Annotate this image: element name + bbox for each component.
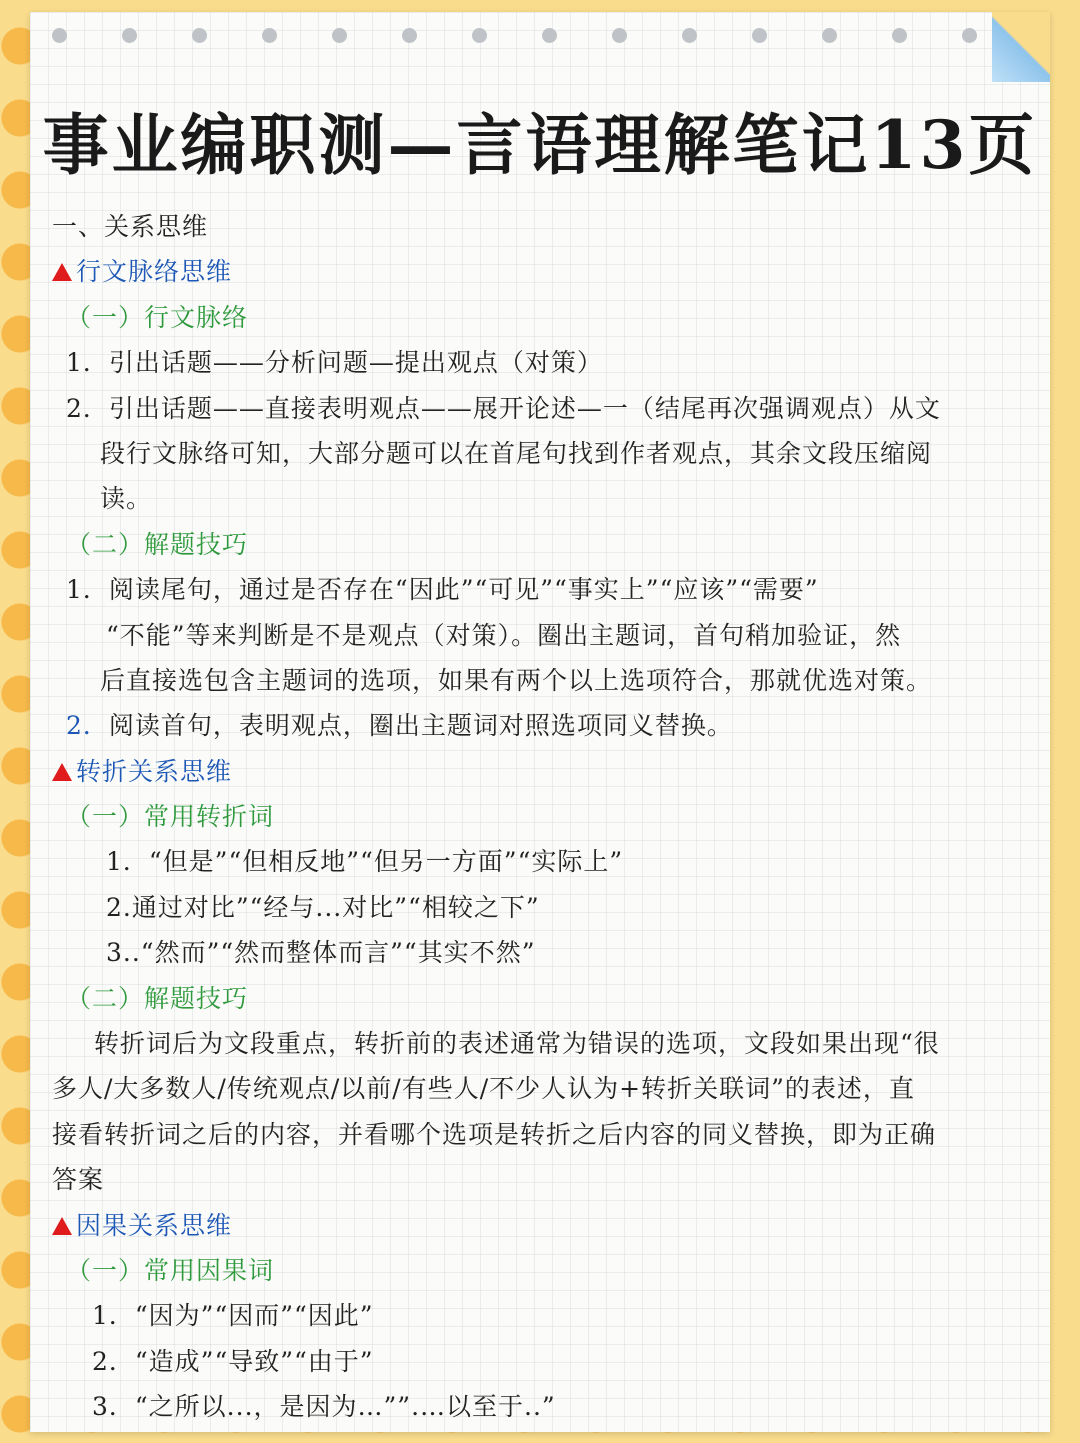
- binding-hole: [262, 28, 277, 43]
- subheading: （一）常用转折词: [66, 802, 275, 832]
- note-line: 1．引出话题——分析问题—提出观点（对策）: [66, 348, 603, 378]
- binding-hole: [962, 28, 977, 43]
- section-heading: 一、关系思维: [52, 212, 209, 241]
- note-text: 阅读首句，表明观点，圈出主题词对照选项同义替换。: [108, 711, 733, 741]
- page-title: 事业编职测—言语理解笔记13页: [42, 106, 1038, 184]
- binding-hole: [822, 28, 837, 43]
- topic-heading: [52, 749, 1032, 794]
- subheading: （一）常用因果词: [66, 1255, 275, 1285]
- note-line: 段行文脉络可知，大部分题可以在首尾句找到作者观点，其余文段压缩阅: [100, 438, 933, 468]
- note-line: 1．“但是”“但相反地”“但另一方面”“实际上”: [106, 847, 624, 877]
- note-line: 3..“然而”“然而整体而言”“其实不然”: [106, 938, 536, 968]
- binding-hole: [332, 28, 347, 43]
- note-line: 读。: [100, 484, 153, 514]
- note-line: 1．阅读尾句，通过是否存在“因此”“可见”“事实上”“应该”“需要”: [66, 575, 819, 605]
- note-line: 转折词后为文段重点，转折前的表述通常为错误的选项，文段如果出现“很: [94, 1029, 940, 1059]
- note-line: 接看转折词之后的内容，并看哪个选项是转折之后内容的同义替换，即为正确: [52, 1119, 937, 1149]
- list-number: 2．: [66, 711, 109, 741]
- topic-heading: [52, 249, 1032, 294]
- red-triangle-icon: [52, 263, 72, 281]
- red-triangle-icon: [52, 1217, 72, 1235]
- subheading: （二）解题技巧: [66, 983, 249, 1013]
- note-line: 2.通过对比”“经与...对比”“相较之下”: [106, 892, 540, 922]
- binding-holes: [52, 28, 977, 43]
- topic-heading-label: 因果关系思维: [76, 1210, 233, 1240]
- topic-heading-label: 行文脉络思维: [76, 257, 233, 287]
- note-line: 2．引出话题——直接表明观点——展开论述—一（结尾再次强调观点）从文: [66, 393, 941, 423]
- binding-hole: [682, 28, 697, 43]
- binding-hole: [752, 28, 767, 43]
- binding-hole: [192, 28, 207, 43]
- note-line: 答案: [52, 1165, 105, 1195]
- binding-hole: [122, 28, 137, 43]
- topic-heading-label: 转折关系思维: [76, 756, 233, 786]
- binding-hole: [52, 28, 67, 43]
- note-line: 1．“因为”“因而”“因此”: [92, 1301, 374, 1331]
- note-line: “不能”等来判断是不是观点（对策）。圈出主题词，首句稍加验证，然: [106, 620, 902, 650]
- notes-content: [52, 204, 1032, 1430]
- page-fold-corner: [992, 12, 1050, 82]
- binding-hole: [612, 28, 627, 43]
- binding-hole: [402, 28, 417, 43]
- note-line: [52, 703, 1032, 748]
- red-triangle-icon: [52, 763, 72, 781]
- note-line: 2．“造成”“导致”“由于”: [92, 1346, 374, 1376]
- note-line: 后直接选包含主题词的选项，如果有两个以上选项符合，那就优选对策。: [100, 665, 933, 695]
- subheading: （一）行文脉络: [66, 302, 249, 332]
- binding-hole: [472, 28, 487, 43]
- note-line: 多人/大多数人/传统观点/以前/有些人/不少人认为+转折关联词”的表述，直: [52, 1074, 915, 1104]
- notebook-page: [30, 12, 1050, 1432]
- binding-hole: [542, 28, 557, 43]
- binding-hole: [892, 28, 907, 43]
- topic-heading: [52, 1203, 1032, 1248]
- note-line: 3．“之所以...，是因为…””.…以至于..”: [92, 1392, 556, 1422]
- subheading: （二）解题技巧: [66, 529, 249, 559]
